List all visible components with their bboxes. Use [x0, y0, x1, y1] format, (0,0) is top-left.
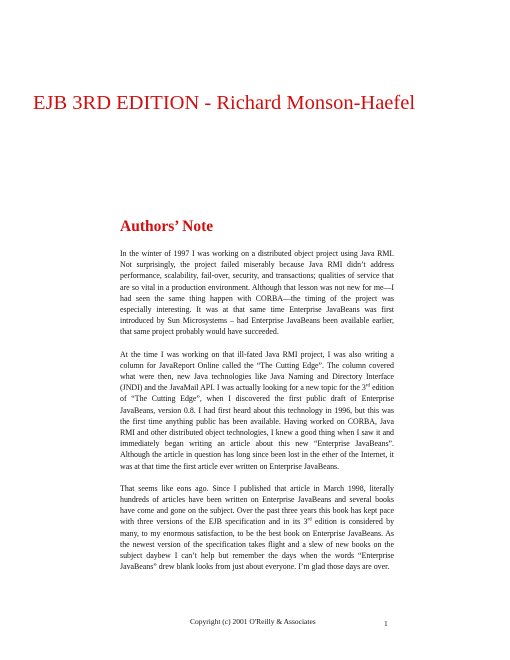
- paragraph-3-text-a: That seems like eons ago. Since I published that article in March 1998, literally hundreds of articles have been written on Enterprise JavaBeans and several books have come and gone on the subject. Over the past three years this book has kept pace with three versions of the EJB specification and in its 3: [120, 483, 394, 527]
- paragraph-2: [120, 349, 394, 472]
- book-title: EJB 3RD EDITION - Richard Monson-Haefel: [33, 92, 416, 114]
- footer-copyright: Copyright (c) 2001 O'Reilly & Associates: [190, 617, 316, 626]
- paragraph-3: [120, 483, 394, 573]
- paragraph-2-text-a: At the time I was working on that ill-fated Java RMI project, I was also writing a column for JavaReport Online called the “The Cutting Edge”. The column covered what were then, new Java technologies like Java Naming and Directory Interface (JNDI) and the JavaMail API. I was actually looking for a new topic for the 3: [120, 349, 394, 393]
- body-text: [120, 248, 394, 583]
- paragraph-1-text: In the winter of 1997 I was working on a distributed object project using Java RMI. Not surprisingly, the project failed miserably because Java RMI didn’t address performance, scalability, fail-over, security, and transactions; qualities of service that are so vital in a production environment. Although that lesson was not new for me—I had seen the same thing happen with CORBA—the timing of the project was especially interesting. It was at that same time Enterprise JavaBeans was first introduced by Sun Microsystems – had Enterprise JavaBeans been available earlier, that same project probably would have succeeded.: [120, 249, 394, 337]
- section-heading: Authors’ Note: [120, 218, 214, 235]
- paragraph-2-text-b: edition of “The Cutting Edge”, when I discovered the first public draft of Enterprise JavaBeans, version 0.8. I had first heard about this technology in 1996, but this was the first time anything public has been available. Having worked on CORBA, Java RMI and other distributed object technologies, I knew a good thing when I saw it and immediately began writing an article about this new “Enterprise JavaBeans”. Although the article in question has long since been lost in the ether of the Internet, it was at that time the first article ever written on Enterprise JavaBeans.: [120, 383, 395, 471]
- ordinal-suffix: rd: [307, 517, 312, 523]
- ordinal-suffix: rd: [365, 383, 371, 389]
- paragraph-1: [120, 248, 394, 338]
- page-number: 1: [384, 619, 388, 628]
- paragraph-3-text-b: edition is considered by many, to my enormous satisfaction, to be the best book on Enterprise JavaBeans. As the newest version of the specification takes flight and a slew of new books on the subject daybew I can’t help but remember the days when the words “Enterprise JavaBeans” drew blank looks from just about everyone. I’m glad those days are over.: [120, 517, 395, 572]
